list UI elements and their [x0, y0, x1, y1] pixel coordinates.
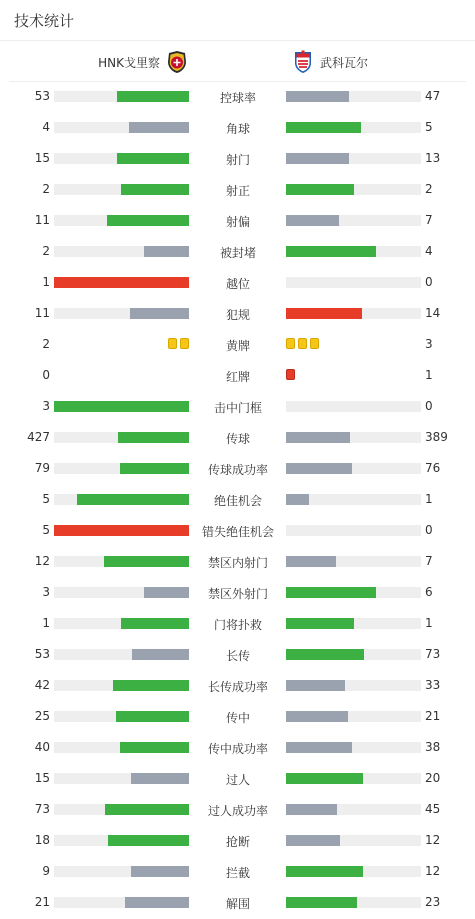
away-stat-value: 73: [425, 647, 441, 661]
away-bar-fill: [286, 866, 363, 877]
away-stat-value: 389: [425, 430, 448, 444]
away-bar-track: [286, 153, 421, 164]
away-team[interactable]: [292, 50, 368, 74]
stat-label: 黄牌: [225, 339, 250, 353]
stat-label: 过人成功率: [207, 804, 268, 818]
away-bar-fill: [286, 556, 336, 567]
stat-label: 犯规: [225, 308, 250, 322]
away-stat-value: 1: [425, 368, 433, 382]
away-stat-value: 4: [425, 244, 433, 258]
home-bar-track: [54, 556, 189, 567]
home-stat-value: 5: [42, 523, 50, 537]
home-bar-fill: [125, 897, 189, 908]
away-stat-value: 76: [425, 461, 441, 475]
away-bar-fill: [286, 494, 309, 505]
stat-label: 门将扑救: [213, 618, 262, 632]
away-bar-fill: [286, 246, 376, 257]
away-stat-value: 7: [425, 213, 433, 227]
stat-label: 抢断: [225, 835, 250, 849]
home-stat-value: 79: [34, 461, 50, 475]
stat-label: 长传: [225, 649, 250, 663]
home-bar-track: [54, 308, 189, 319]
home-stat-value: 18: [34, 833, 50, 847]
away-bar-track: [286, 680, 421, 691]
away-bar-fill: [286, 184, 354, 195]
stat-label: 解围: [225, 897, 250, 911]
away-bar-fill: [286, 680, 345, 691]
home-stat-value: 2: [42, 182, 50, 196]
home-stat-value: 2: [42, 244, 50, 258]
home-bar-fill: [104, 556, 189, 567]
home-stat-value: 3: [42, 399, 50, 413]
away-bar-track: [286, 401, 421, 412]
home-bar-fill: [120, 463, 189, 474]
away-bar-fill: [286, 773, 363, 784]
away-stat-value: 45: [425, 802, 441, 816]
away-stat-value: 38: [425, 740, 441, 754]
away-bar-fill: [286, 122, 361, 133]
stat-row: [0, 608, 475, 639]
stat-row: [0, 763, 475, 794]
home-stat-value: 2: [42, 337, 50, 351]
home-bar-fill: [117, 91, 189, 102]
away-stat-value: 6: [425, 585, 433, 599]
stat-label: 绝佳机会: [213, 494, 262, 508]
home-bar-fill: [118, 432, 189, 443]
stat-label: 长传成功率: [207, 680, 268, 694]
stat-row: [0, 267, 475, 298]
stat-row: [0, 329, 475, 360]
home-bar-track: [54, 618, 189, 629]
away-bar-fill: [286, 649, 364, 660]
home-cards: [168, 338, 189, 349]
home-team[interactable]: [98, 50, 188, 74]
away-bar-track: [286, 649, 421, 660]
stat-row: [0, 856, 475, 887]
section-title: 技术统计: [14, 12, 75, 30]
stat-row: [0, 453, 475, 484]
away-stat-value: 12: [425, 833, 441, 847]
away-stat-value: 7: [425, 554, 433, 568]
home-bar-track: [54, 463, 189, 474]
away-bar-fill: [286, 587, 376, 598]
away-bar-fill: [286, 308, 362, 319]
away-stat-value: 3: [425, 337, 433, 351]
hnk-gorica-crest-icon: [166, 50, 188, 74]
stat-label: 传球成功率: [207, 463, 268, 477]
home-bar-track: [54, 866, 189, 877]
home-bar-fill: [130, 308, 189, 319]
away-bar-track: [286, 277, 421, 288]
away-stat-value: 12: [425, 864, 441, 878]
away-bar-track: [286, 835, 421, 846]
home-bar-track: [54, 122, 189, 133]
vukovar-crest-icon: [292, 50, 314, 74]
stat-row: [0, 81, 475, 112]
stat-label: 射门: [225, 153, 250, 167]
away-bar-track: [286, 804, 421, 815]
away-bar-fill: [286, 804, 337, 815]
home-stat-value: 21: [34, 895, 50, 909]
home-stat-value: 1: [42, 275, 50, 289]
away-bar-track: [286, 215, 421, 226]
stat-row: [0, 701, 475, 732]
stat-label: 拦截: [225, 866, 250, 880]
away-stat-value: 13: [425, 151, 441, 165]
home-bar-track: [54, 153, 189, 164]
home-bar-track: [54, 804, 189, 815]
away-bar-track: [286, 432, 421, 443]
away-bar-fill: [286, 91, 349, 102]
stat-label: 控球率: [219, 91, 256, 105]
away-bar-track: [286, 866, 421, 877]
home-stat-value: 11: [34, 306, 50, 320]
away-stat-value: 0: [425, 399, 433, 413]
stat-row: [0, 205, 475, 236]
home-bar-track: [54, 711, 189, 722]
away-stat-value: 2: [425, 182, 433, 196]
away-stat-value: 33: [425, 678, 441, 692]
home-bar-fill: [121, 184, 189, 195]
stat-row: [0, 236, 475, 267]
stat-row: [0, 732, 475, 763]
home-bar-track: [54, 401, 189, 412]
home-bar-fill: [131, 866, 189, 877]
away-bar-track: [286, 246, 421, 257]
home-bar-fill: [54, 277, 189, 288]
away-bar-fill: [286, 432, 350, 443]
stat-label: 错失绝佳机会: [201, 525, 274, 539]
home-bar-fill: [132, 649, 189, 660]
home-bar-fill: [144, 246, 189, 257]
away-stat-value: 0: [425, 275, 433, 289]
stat-row: [0, 639, 475, 670]
home-bar-fill: [108, 835, 189, 846]
home-bar-fill: [77, 494, 189, 505]
away-stat-value: 23: [425, 895, 441, 909]
stat-row: [0, 391, 475, 422]
stat-label: 击中门框: [213, 401, 262, 415]
stat-label: 射正: [225, 184, 250, 198]
home-bar-track: [54, 680, 189, 691]
away-stat-value: 20: [425, 771, 441, 785]
home-bar-fill: [120, 742, 189, 753]
home-bar-fill: [129, 122, 189, 133]
away-bar-fill: [286, 711, 348, 722]
stat-row: [0, 577, 475, 608]
stat-row: [0, 143, 475, 174]
home-bar-track: [54, 649, 189, 660]
home-stat-value: 1: [42, 616, 50, 630]
home-stat-value: 4: [42, 120, 50, 134]
away-bar-fill: [286, 618, 354, 629]
stat-label: 禁区内射门: [207, 556, 268, 570]
away-bar-track: [286, 587, 421, 598]
away-stat-value: 1: [425, 616, 433, 630]
home-bar-fill: [121, 618, 189, 629]
away-bar-fill: [286, 897, 357, 908]
away-bar-track: [286, 556, 421, 567]
stat-row: [0, 360, 475, 391]
home-stat-value: 73: [34, 802, 50, 816]
home-stat-value: 3: [42, 585, 50, 599]
home-stat-value: 53: [34, 89, 50, 103]
away-cards: [286, 338, 319, 349]
home-bar-track: [54, 91, 189, 102]
stats-list: [0, 81, 475, 918]
home-bar-track: [54, 215, 189, 226]
yellow-card-icon: [310, 338, 319, 349]
stat-label: 越位: [225, 277, 250, 291]
home-stat-value: 427: [27, 430, 50, 444]
yellow-card-icon: [180, 338, 189, 349]
yellow-card-icon: [298, 338, 307, 349]
away-bar-fill: [286, 742, 352, 753]
away-stat-value: 47: [425, 89, 441, 103]
away-stat-value: 5: [425, 120, 433, 134]
stat-row: [0, 174, 475, 205]
home-bar-track: [54, 184, 189, 195]
away-stat-value: 21: [425, 709, 441, 723]
home-stat-value: 5: [42, 492, 50, 506]
home-bar-fill: [131, 773, 189, 784]
home-bar-track: [54, 432, 189, 443]
away-bar-fill: [286, 153, 349, 164]
away-stat-value: 0: [425, 523, 433, 537]
away-bar-track: [286, 773, 421, 784]
away-bar-track: [286, 308, 421, 319]
stat-label: 过人: [225, 773, 250, 787]
home-stat-value: 11: [34, 213, 50, 227]
away-bar-track: [286, 184, 421, 195]
yellow-card-icon: [168, 338, 177, 349]
home-bar-track: [54, 494, 189, 505]
home-stat-value: 0: [42, 368, 50, 382]
home-stat-value: 53: [34, 647, 50, 661]
stat-label: 角球: [225, 122, 250, 136]
home-bar-fill: [113, 680, 189, 691]
stat-label: 红牌: [225, 370, 250, 384]
home-stat-value: 15: [34, 771, 50, 785]
stat-row: [0, 484, 475, 515]
stat-row: [0, 546, 475, 577]
home-bar-fill: [144, 587, 189, 598]
away-stat-value: 14: [425, 306, 441, 320]
stat-label: 被封堵: [219, 246, 256, 260]
away-bar-track: [286, 463, 421, 474]
home-bar-track: [54, 773, 189, 784]
away-bar-track: [286, 742, 421, 753]
home-stat-value: 9: [42, 864, 50, 878]
home-bar-track: [54, 897, 189, 908]
home-bar-track: [54, 525, 189, 536]
yellow-card-icon: [286, 338, 295, 349]
stat-row: [0, 112, 475, 143]
away-bar-track: [286, 91, 421, 102]
stat-row: [0, 887, 475, 918]
home-stat-value: 25: [34, 709, 50, 723]
away-cards: [286, 369, 295, 380]
home-stat-value: 40: [34, 740, 50, 754]
teams-header: [0, 41, 475, 81]
home-bar-track: [54, 587, 189, 598]
away-bar-track: [286, 618, 421, 629]
home-stat-value: 42: [34, 678, 50, 692]
stat-row: [0, 825, 475, 856]
home-bar-track: [54, 277, 189, 288]
stat-label: 射偏: [225, 215, 250, 229]
home-bar-track: [54, 742, 189, 753]
away-bar-track: [286, 897, 421, 908]
home-bar-fill: [116, 711, 189, 722]
stat-label: 传球: [225, 432, 250, 446]
home-bar-track: [54, 835, 189, 846]
home-bar-fill: [117, 153, 189, 164]
stat-row: [0, 422, 475, 453]
home-team-name: HNK戈里察: [98, 55, 160, 70]
away-stat-value: 1: [425, 492, 433, 506]
home-stat-value: 15: [34, 151, 50, 165]
stat-label: 传中: [225, 711, 250, 725]
away-bar-track: [286, 711, 421, 722]
stat-row: [0, 670, 475, 701]
home-bar-fill: [107, 215, 189, 226]
away-bar-fill: [286, 835, 340, 846]
stat-row: [0, 794, 475, 825]
away-bar-track: [286, 122, 421, 133]
home-stat-value: 12: [34, 554, 50, 568]
stat-row: [0, 515, 475, 546]
away-bar-fill: [286, 215, 339, 226]
away-bar-track: [286, 494, 421, 505]
away-team-name: 武科瓦尔: [320, 55, 369, 70]
stat-label: 传中成功率: [207, 742, 268, 756]
away-bar-fill: [286, 463, 352, 474]
home-bar-track: [54, 246, 189, 257]
red-card-icon: [286, 369, 295, 380]
away-bar-track: [286, 525, 421, 536]
stat-row: [0, 298, 475, 329]
stat-label: 禁区外射门: [207, 587, 268, 601]
home-bar-fill: [105, 804, 189, 815]
home-bar-fill: [54, 401, 189, 412]
home-bar-fill: [54, 525, 189, 536]
